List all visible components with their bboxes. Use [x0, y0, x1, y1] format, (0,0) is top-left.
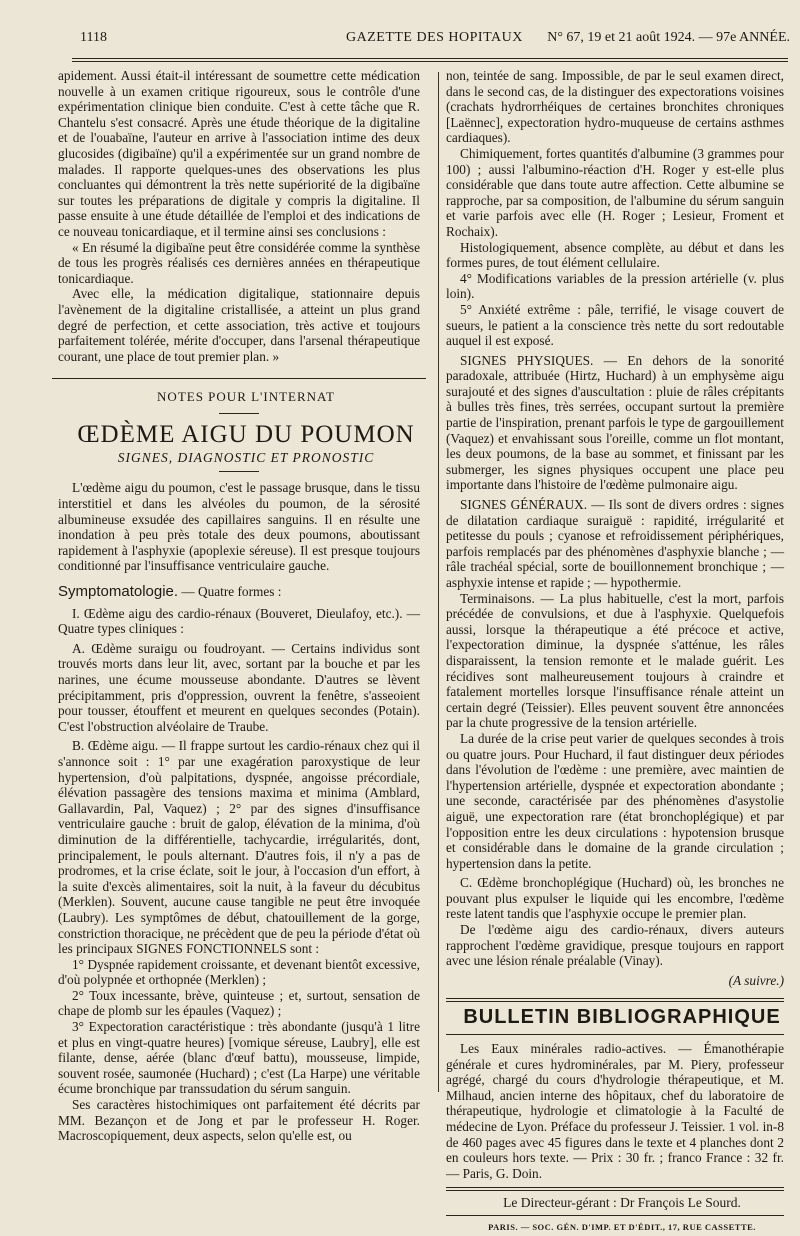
- paragraph: SIGNES PHYSIQUES. — En dehors de la sonorité paradoxale, attribuée (Hirtz, Huchard) à un emphysème aigu surajouté et des signes d'auscultation : pluie de râles crépitants à bulles très fines, très serrées, occupant surtout la première partie de l'inspiration, prenant parfois le type de gargouillement (Vaquez) et envahissant sous l'oreille, comme un flot montant, les deux poumons, de la base au sommet, et finissant par les submerger, les signes physiques occupent une place peu importante dans l'histoire de l'œdème pulmonaire aigu.: [446, 352, 784, 493]
- paragraph: Histologiquement, absence complète, au début et dans les formes pures, de tout élément cellulaire.: [446, 239, 784, 271]
- paragraph: 4° Modifications variables de la pression artérielle (v. plus loin).: [446, 270, 784, 302]
- journal-title: GAZETTE DES HOPITAUX: [346, 30, 523, 45]
- bulletin-rule: [446, 1001, 784, 1002]
- paragraph: I. Œdème aigu des cardio-rénaux (Bouveret, Dieulafoy, etc.). — Quatre types cliniques :: [58, 605, 420, 637]
- right-column: [446, 68, 784, 1236]
- paragraph: 1° Dyspnée rapidement croissante, et devenant bientôt excessive, d'où polypnée et orthopnée (Merklen) ;: [58, 956, 420, 988]
- symptom-heading-rest: — Quatre formes :: [178, 584, 282, 600]
- bulletin-entry: Les Eaux minérales radio-actives. — Émanothérapie générale et cures hydrominérales, par M. Piery, professeur agrégé, chargé du cours d'hydrologie thérapeutique, et M. Milhaud, ancien interne des hôpitaux, chef du laboratoire de thérapeutique, hydrologie et climatologie à la Faculté de médecine de Lyon. Préface du professeur J. Teissier. 1 vol. in-8 de 460 pages avec 45 figures dans le texte et 4 planches dont 2 en couleurs hors texte. — Prix : 30 fr. ; franco France : 32 fr. — Paris, G. Doin.: [446, 1041, 784, 1181]
- short-rule: [219, 413, 259, 414]
- page-header: [48, 30, 790, 54]
- left-column: [58, 68, 420, 1144]
- paragraph: Terminaisons. — La plus habituelle, c'est la mort, parfois précédée de convulsions, et due à l'asphyxie. Quelquefois aussi, lorsque la thérapeutique a été précoce et active, l'expectoration diminue, la dyspnée s'atténue, les râles disparaissent, la tension remonte et le malade guérit. Les récidives sont malheureusement toujours à craindre et fatalement mortelles lorsque l'insuffisance rénale atteint un certain degré (Teissier). Elles peuvent souvent être annoncées par la chute progressive de la tension artérielle.: [446, 590, 784, 731]
- intro-paragraph: apidement. Aussi était-il intéressant de soumettre cette médication nouvelle à un examen critique rigoureux, sous le contrôle d'une expérimentation clinique bien conduite. C'est à cette tâche que R. Chantelu s'est consacré. Après une étude théorique de la digitaline et de l'ouabaïne, l'auteur en arrive à l'association intime des deux glucosides (digibaïne) qu'il a expérimentée sur un grand nombre de malades. Il rapporte quelques-unes des observations les plus concluantes qui démontrent la très nette supériorité de la digibaïne sur toutes les préparations de digitale y compris la digitaline. Il passe ensuite à une étude détaillée de l'emploi et des indications de ce nouveau tonicardiaque, et il termine ainsi ses conclusions :: [58, 68, 420, 239]
- symptom-heading-line: [58, 584, 420, 600]
- intro-paragraph: « En résumé la digibaïne peut être considérée comme la synthèse de tous les progrès réalisés ces dernières années en thérapeutique tonicardiaque.: [58, 239, 420, 286]
- header-rule-top: [72, 58, 788, 59]
- section-rule: [52, 378, 426, 379]
- footer-rule: [446, 1215, 784, 1216]
- paragraph: non, teintée de sang. Impossible, de par le seul examen direct, dans le second cas, de la distinguer des expectorations voisines (crachats hydrorrhéiques de certaines bronchites chroniques [Laënnec], expectoration hydro-muqueuse de certains asthmes cardiaques).: [446, 68, 784, 146]
- intro-paragraph: Avec elle, la médication digitalique, stationnaire depuis l'avènement de la digitaline cristallisée, a atteint un plus grand degré de perfection, et cette association, très active et toujours parfaitement tolérée, mérite d'occuper, dans l'arsenal thérapeutique courant, une place de tout premier plan. »: [58, 286, 420, 364]
- paragraph: B. Œdème aigu. — Il frappe surtout les cardio-rénaux chez qui il s'annonce soit : 1° par une exagération paroxystique de leur hypertension, d'où palpitations, dyspnée, angoisse précordiale, élévation passagère des tensions maxima et minima (Amblard, Gallavardin, Pal, Vaquez) ; 2° par des signes d'insuffisance ventriculaire gauche : bruit de galop, élévation de la minima, d'où diminution de la différentielle, tachycardie, irrégularités, dont, principalement, le pouls alternant. D'autres fois, il n'y a pas de prodromes, et la crise éclate, soit le jour, à l'occasion d'un effort, à la suite d'excès alimentaires, soit la nuit, à la faveur du décubitus (Merklen). Souvent, aucune cause tangible ne peut être invoquée (Laubry). Les symptômes de début, chatouillement de la gorge, constriction thoracique, ne précèdent que de peu la période d'état où les principaux SIGNES FONCTIONNELS sont :: [58, 738, 420, 957]
- paragraph: Ses caractères histochimiques ont parfaitement été décrits par MM. Bezançon et de Jong et par le professeur H. Roger. Macroscopiquement, deux aspects, selon qu'elle est, ou: [58, 1097, 420, 1144]
- header-rule-bottom: [72, 61, 788, 62]
- footer-rule: [446, 1187, 784, 1188]
- paragraph: SIGNES GÉNÉRAUX. — Ils sont de divers ordres : signes de dilatation cardiaque suraiguë : rapidité, irrégularité et petitesse du pouls ; cyanose et refroidissement périphériques, parfois remplacés par des phénomènes d'asphyxie blanche ; — râle trachéal spécial, sorte de bouillonnement bronchique ; — asphyxie intense et rapide ; — hypothermie.: [446, 497, 784, 590]
- paragraph: 2° Toux incessante, brève, quinteuse ; et, surtout, sensation de chape de plomb sur les épaules (Vaquez) ;: [58, 987, 420, 1019]
- bulletin-rule: [446, 998, 784, 999]
- paragraph: 3° Expectoration caractéristique : très abondante (jusqu'à 1 litre et plus en vingt-quatre heures) [vomique séreuse, Laubry], elle est filante, dense, aérée (blanc d'œuf battu), mousseuse, limpide, souvent rosée, saumonée (Huchard) ; c'est (La Harpe) une véritable écume bronchique par transsudation du sérum sanguin.: [58, 1019, 420, 1097]
- paragraph: La durée de la crise peut varier de quelques secondes à trois ou quatre jours. Pour Huchard, il faut distinguer deux périodes dans l'évolution de l'œdème : une première, avec maintien de l'hypertension artérielle, dyspnée et expectoration abondante ; une seconde, caractérisée par des phénomènes d'asystolie aiguë, une expectoration rare (état bronchoplégique) et par l'opposition entre les deux circulations : hypotension brusque et considérable dans le domaine de la grande circulation ; hypertension dans la petite.: [446, 730, 784, 871]
- short-rule: [219, 471, 259, 472]
- symptom-heading: Symptomatologie.: [58, 583, 179, 601]
- bulletin-rule: [446, 1034, 784, 1035]
- article-subtitle: SIGNES, DIAGNOSTIC ET PRONOSTIC: [117, 449, 375, 465]
- footer-rule: [446, 1190, 784, 1191]
- column-divider: [438, 72, 439, 1092]
- paragraph: C. Œdème bronchoplégique (Huchard) où, les bronches ne pouvant plus expulser le liquide qui les encombre, l'œdème reste latent tandis que l'asphyxie occupe le premier plan.: [446, 875, 784, 922]
- page-number: 1118: [80, 30, 107, 45]
- paragraph: De l'œdème aigu des cardio-rénaux, divers auteurs rapprochent l'œdème gravidique, presque toujours en rapport avec une lésion rénale préalable (Vinay).: [446, 922, 784, 969]
- director-signature: Le Directeur-gérant : Dr François Le Sourd.: [503, 1195, 741, 1211]
- to-be-continued: (A suivre.): [728, 972, 784, 988]
- issue-info: N° 67, 19 et 21 août 1924. — 97e ANNÉE.: [547, 30, 790, 45]
- paragraph: A. Œdème suraigu ou foudroyant. — Certains individus sont trouvés morts dans leur lit, avec, sortant par la bouche et par les narines, une écume mousseuse abondante. D'autres se lèvent précipitamment, pris d'oppression, ouvrent la fenêtre, s'asseoient pour tousser, étouffent et meurent en quelques secondes (Potain). C'est l'obstruction alvéolaire de Traube.: [58, 640, 420, 734]
- article-title: ŒDÈME AIGU DU POUMON: [77, 420, 415, 448]
- paragraph: 5° Anxiété extrême : pâle, terrifié, le visage couvert de sueurs, le patient a la conscience très nette du sort redoutable auquel il est exposé.: [446, 301, 784, 349]
- article-intro: L'œdème aigu du poumon, c'est le passage brusque, dans le tissu interstitiel et dans les alvéoles du poumon, de la sérosité albumineuse exsudée des capillaires sanguins. Il en résulte une inondation à peu près totale des deux poumons, aboutissant rapidement à l'asphyxie (apoplexie séreuse). Il est presque toujours conditionné par l'insuffisance ventriculaire gauche.: [58, 480, 420, 574]
- section-label: NOTES POUR L'INTERNAT: [157, 389, 335, 405]
- printer-line: PARIS. — SOC. GÉN. D'IMP. ET D'ÉDIT., 17, RUE CASSETTE.: [488, 1221, 756, 1232]
- paragraph: Chimiquement, fortes quantités d'albumine (3 grammes pour 100) ; aussi l'albumino-réaction d'H. Roger y est-elle plus considérable que dans toute autre affection. Cette albumine se rapproche, par sa composition, de l'albumine du sérum sanguin et varie parfois avec elle (H. Roger ; Lesieur, Froment et Rochaix).: [446, 145, 784, 239]
- bulletin-title: BULLETIN BIBLIOGRAPHIQUE: [463, 1006, 781, 1029]
